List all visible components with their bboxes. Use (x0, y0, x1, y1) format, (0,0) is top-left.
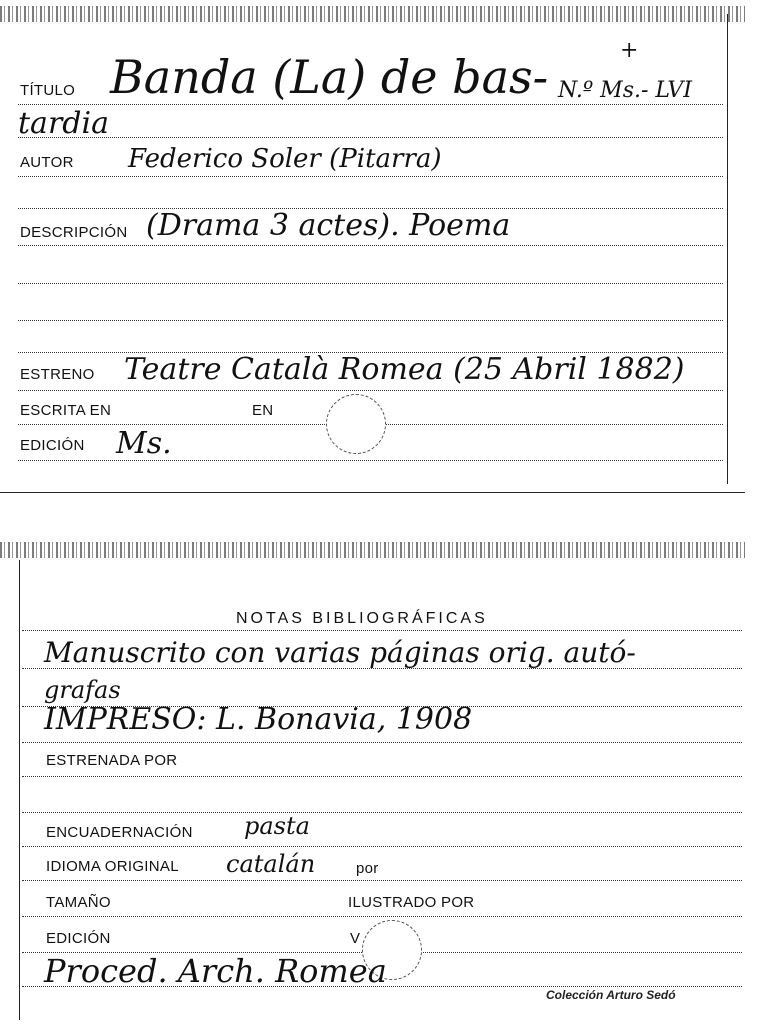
rule (18, 390, 723, 391)
v-label: V (350, 930, 361, 947)
titulo-value-continued: tardia (18, 106, 109, 141)
descripcion-value: (Drama 3 actes). Poema (146, 208, 511, 243)
autor-value: Federico Soler (Pitarra) (128, 144, 442, 174)
titulo-value: Banda (La) de bas- (110, 50, 549, 104)
ilustrado-por-label: ILUSTRADO POR (348, 894, 475, 911)
edicion-label-card2: EDICIÓN (46, 930, 111, 947)
estrenada-por-label: ESTRENADA POR (46, 752, 178, 769)
en-label: EN (252, 402, 274, 419)
encuadernacion-value: pasta (244, 812, 310, 840)
notas-heading: NOTAS BIBLIOGRÁFICAS (236, 610, 488, 627)
notes-line-3: IMPRESO: L. Bonavia, 1908 (44, 702, 473, 737)
rule (18, 176, 723, 177)
titulo-label: TÍTULO (20, 82, 76, 99)
notes-line-2: grafas (44, 676, 121, 704)
rule (18, 137, 723, 138)
rule (22, 880, 742, 881)
card2-left-border (19, 560, 20, 1020)
notes-line-1: Manuscrito con varias páginas orig. autó- (44, 636, 636, 669)
card1-right-border (727, 14, 728, 484)
rule (22, 742, 742, 743)
autor-label: AUTOR (20, 154, 74, 171)
descripcion-label: DESCRIPCIÓN (20, 224, 128, 241)
tamano-label: TAMAÑO (46, 894, 111, 911)
rule (22, 916, 742, 917)
collection-footer: Colección Arturo Sedó (546, 988, 676, 1002)
titulo-note: N.º Ms.- LVI (558, 78, 692, 103)
estreno-value: Teatre Català Romea (25 Abril 1882) (124, 352, 685, 387)
encuadernacion-label: ENCUADERNACIÓN (46, 824, 193, 841)
rule (22, 776, 742, 777)
torn-edge-top-card2 (0, 542, 745, 558)
estreno-label: ESTRENO (20, 366, 95, 383)
rule (18, 104, 723, 105)
rule (18, 320, 723, 321)
rule (18, 245, 723, 246)
card1-bottom-border (0, 492, 745, 493)
rule (22, 846, 742, 847)
rule (22, 630, 742, 631)
titulo-cross: + (620, 38, 639, 63)
idioma-original-label: IDIOMA ORIGINAL (46, 858, 179, 875)
por-label: por (356, 860, 379, 877)
torn-edge-top-card1 (0, 6, 745, 22)
proced-value: Proced. Arch. Romea (44, 952, 387, 990)
edicion-label: EDICIÓN (20, 437, 85, 454)
edicion-value: Ms. (116, 426, 172, 461)
punch-hole (326, 394, 386, 454)
idioma-value: catalán (226, 850, 316, 878)
escrita-en-label: ESCRITA EN (20, 402, 112, 419)
rule (22, 812, 742, 813)
rule (18, 283, 723, 284)
